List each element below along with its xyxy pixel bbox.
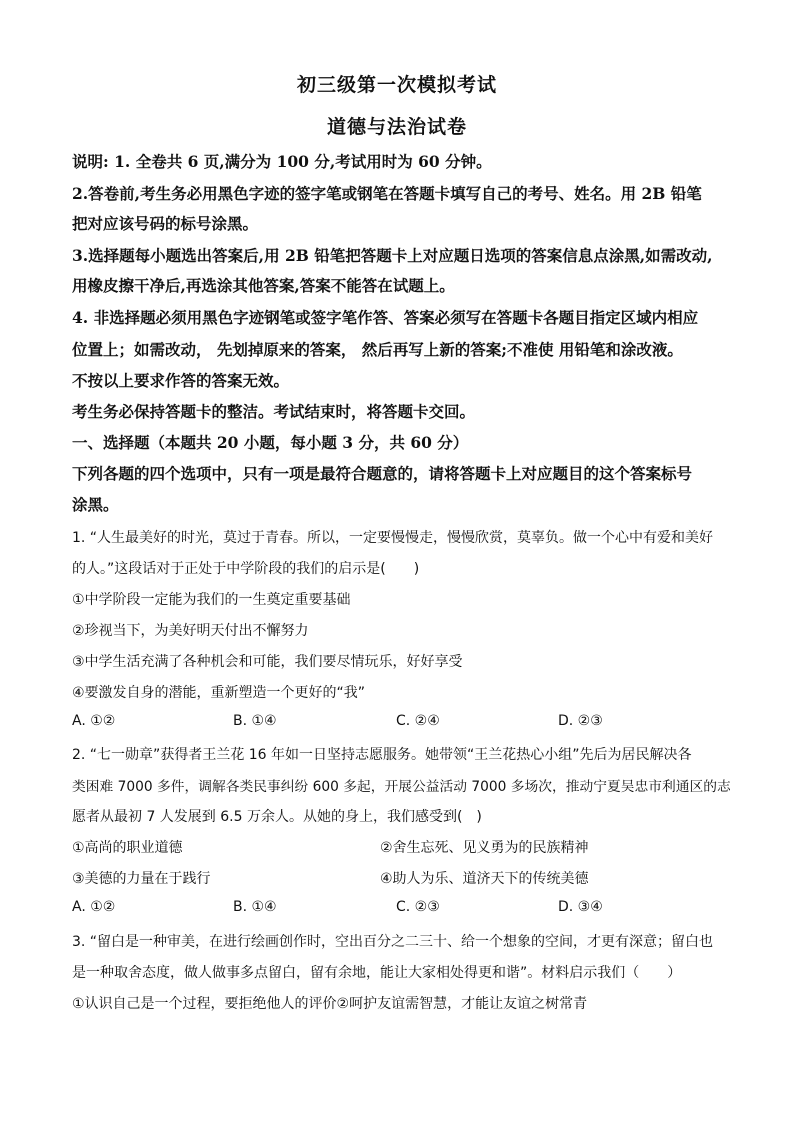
question-1-option-d: D. ②③ [558,713,603,729]
exam-subtitle: 道德与法治试卷 [326,116,467,138]
instruction-line: 把对应该号码的标号涂黑。 [72,214,259,233]
question-2-option-b: B. ①④ [233,899,277,915]
question-3-stem: 3. “留白是一种审美，在进行绘画创作时，空出百分之二三十、给一个想象的空间，才更有深意；留白也 [72,934,714,950]
question-2-item: ①高尚的职业道德 [72,840,183,856]
question-2-item: ④助人为乐、道济天下的传统美德 [380,871,589,887]
question-2-stem: 2. “七一勋章”获得者王兰花 16 年如一日坚持志愿服务。她带领“王兰花热心小组”先后为居民解决各 [72,747,692,763]
question-3-stem: 是一种取舍态度，做人做事多点留白，留有余地，能让大家相处得更和谐”。材料启示我们（ ） [72,965,682,981]
question-2-option-d: D. ③④ [558,899,603,915]
question-1-option-b: B. ①④ [233,713,277,729]
question-2-item: ③美德的力量在于践行 [72,871,211,887]
section-description: 涂黑。 [72,495,119,514]
section-heading: 一、选择题（本题共 20 小题，每小题 3 分，共 60 分） [72,433,469,452]
instruction-line: 位置上；如需改动， 先划掉原来的答案， 然后再写上新的答案;不准使 用铅笔和涂改液。 [72,340,683,359]
question-1-stem: 1. “人生最美好的时光，莫过于青春。所以，一定要慢慢走，慢慢欣赏，莫辜负。做一个心中有爱和美好 [72,530,714,546]
instruction-line: 3.选择题每小题选出答案后,用 2B 铅笔把答题卡上对应题日选项的答案信息点涂黑,如需改动, [72,246,713,265]
instruction-line: 说明: 1. 全卷共 6 页,满分为 100 分,考试用时为 60 分钟。 [72,152,492,171]
instruction-line: 用橡皮擦干净后,再选涂其他答案,答案不能答在试题上。 [72,276,455,295]
question-2-stem: 类困难 7000 多件，调解各类民事纠纷 600 多起，开展公益活动 7000 多场次，推动宁夏吴忠市利通区的志 [72,779,731,795]
exam-title: 初三级第一次模拟考试 [296,74,497,96]
question-2-option-c: C. ②③ [396,899,440,915]
section-description: 下列各题的四个选项中，只有一项是最符合题意的，请将答题卡上对应题目的这个答案标号 [72,464,693,483]
question-2-item: ②舍生忘死、见义勇为的民族精神 [380,840,589,856]
question-1-option-a: A. ①② [72,713,116,729]
instruction-line: 4. 非选择题必须用黑色字迹钢笔或签字笔作答、答案必须写在答题卡各题目指定区域内相应 [72,308,699,327]
question-1-item: ④要激发自身的潜能，重新塑造一个更好的“我” [72,685,366,701]
question-1-item: ①中学阶段一定能为我们的一生奠定重要基础 [72,592,351,608]
instruction-line: 2.答卷前,考生务必用黑色字迹的签字笔或钢笔在答题卡填写自己的考号、姓名。用 2B 铅笔 [72,184,702,203]
question-1-option-c: C. ②④ [396,713,440,729]
question-2-option-a: A. ①② [72,899,116,915]
question-1-item: ②珍视当下，为美好明天付出不懈努力 [72,623,309,639]
question-2-stem: 愿者从最初 7 人发展到 6.5 万余人。从她的身上，我们感受到( ) [72,809,482,825]
instruction-line: 考生务必保持答题卡的整洁。考试结束时，将答题卡交回。 [72,402,476,421]
question-3-item: ①认识自己是一个过程，要拒绝他人的评价②呵护友谊需智慧，才能让友谊之树常青 [72,996,588,1012]
question-1-stem: 的人。”这段话对于正处于中学阶段的我们的启示是( ) [72,561,420,577]
question-1-item: ③中学生活充满了各种机会和可能，我们要尽情玩乐，好好享受 [72,654,463,670]
instruction-line: 不按以上要求作答的答案无效。 [72,371,290,390]
